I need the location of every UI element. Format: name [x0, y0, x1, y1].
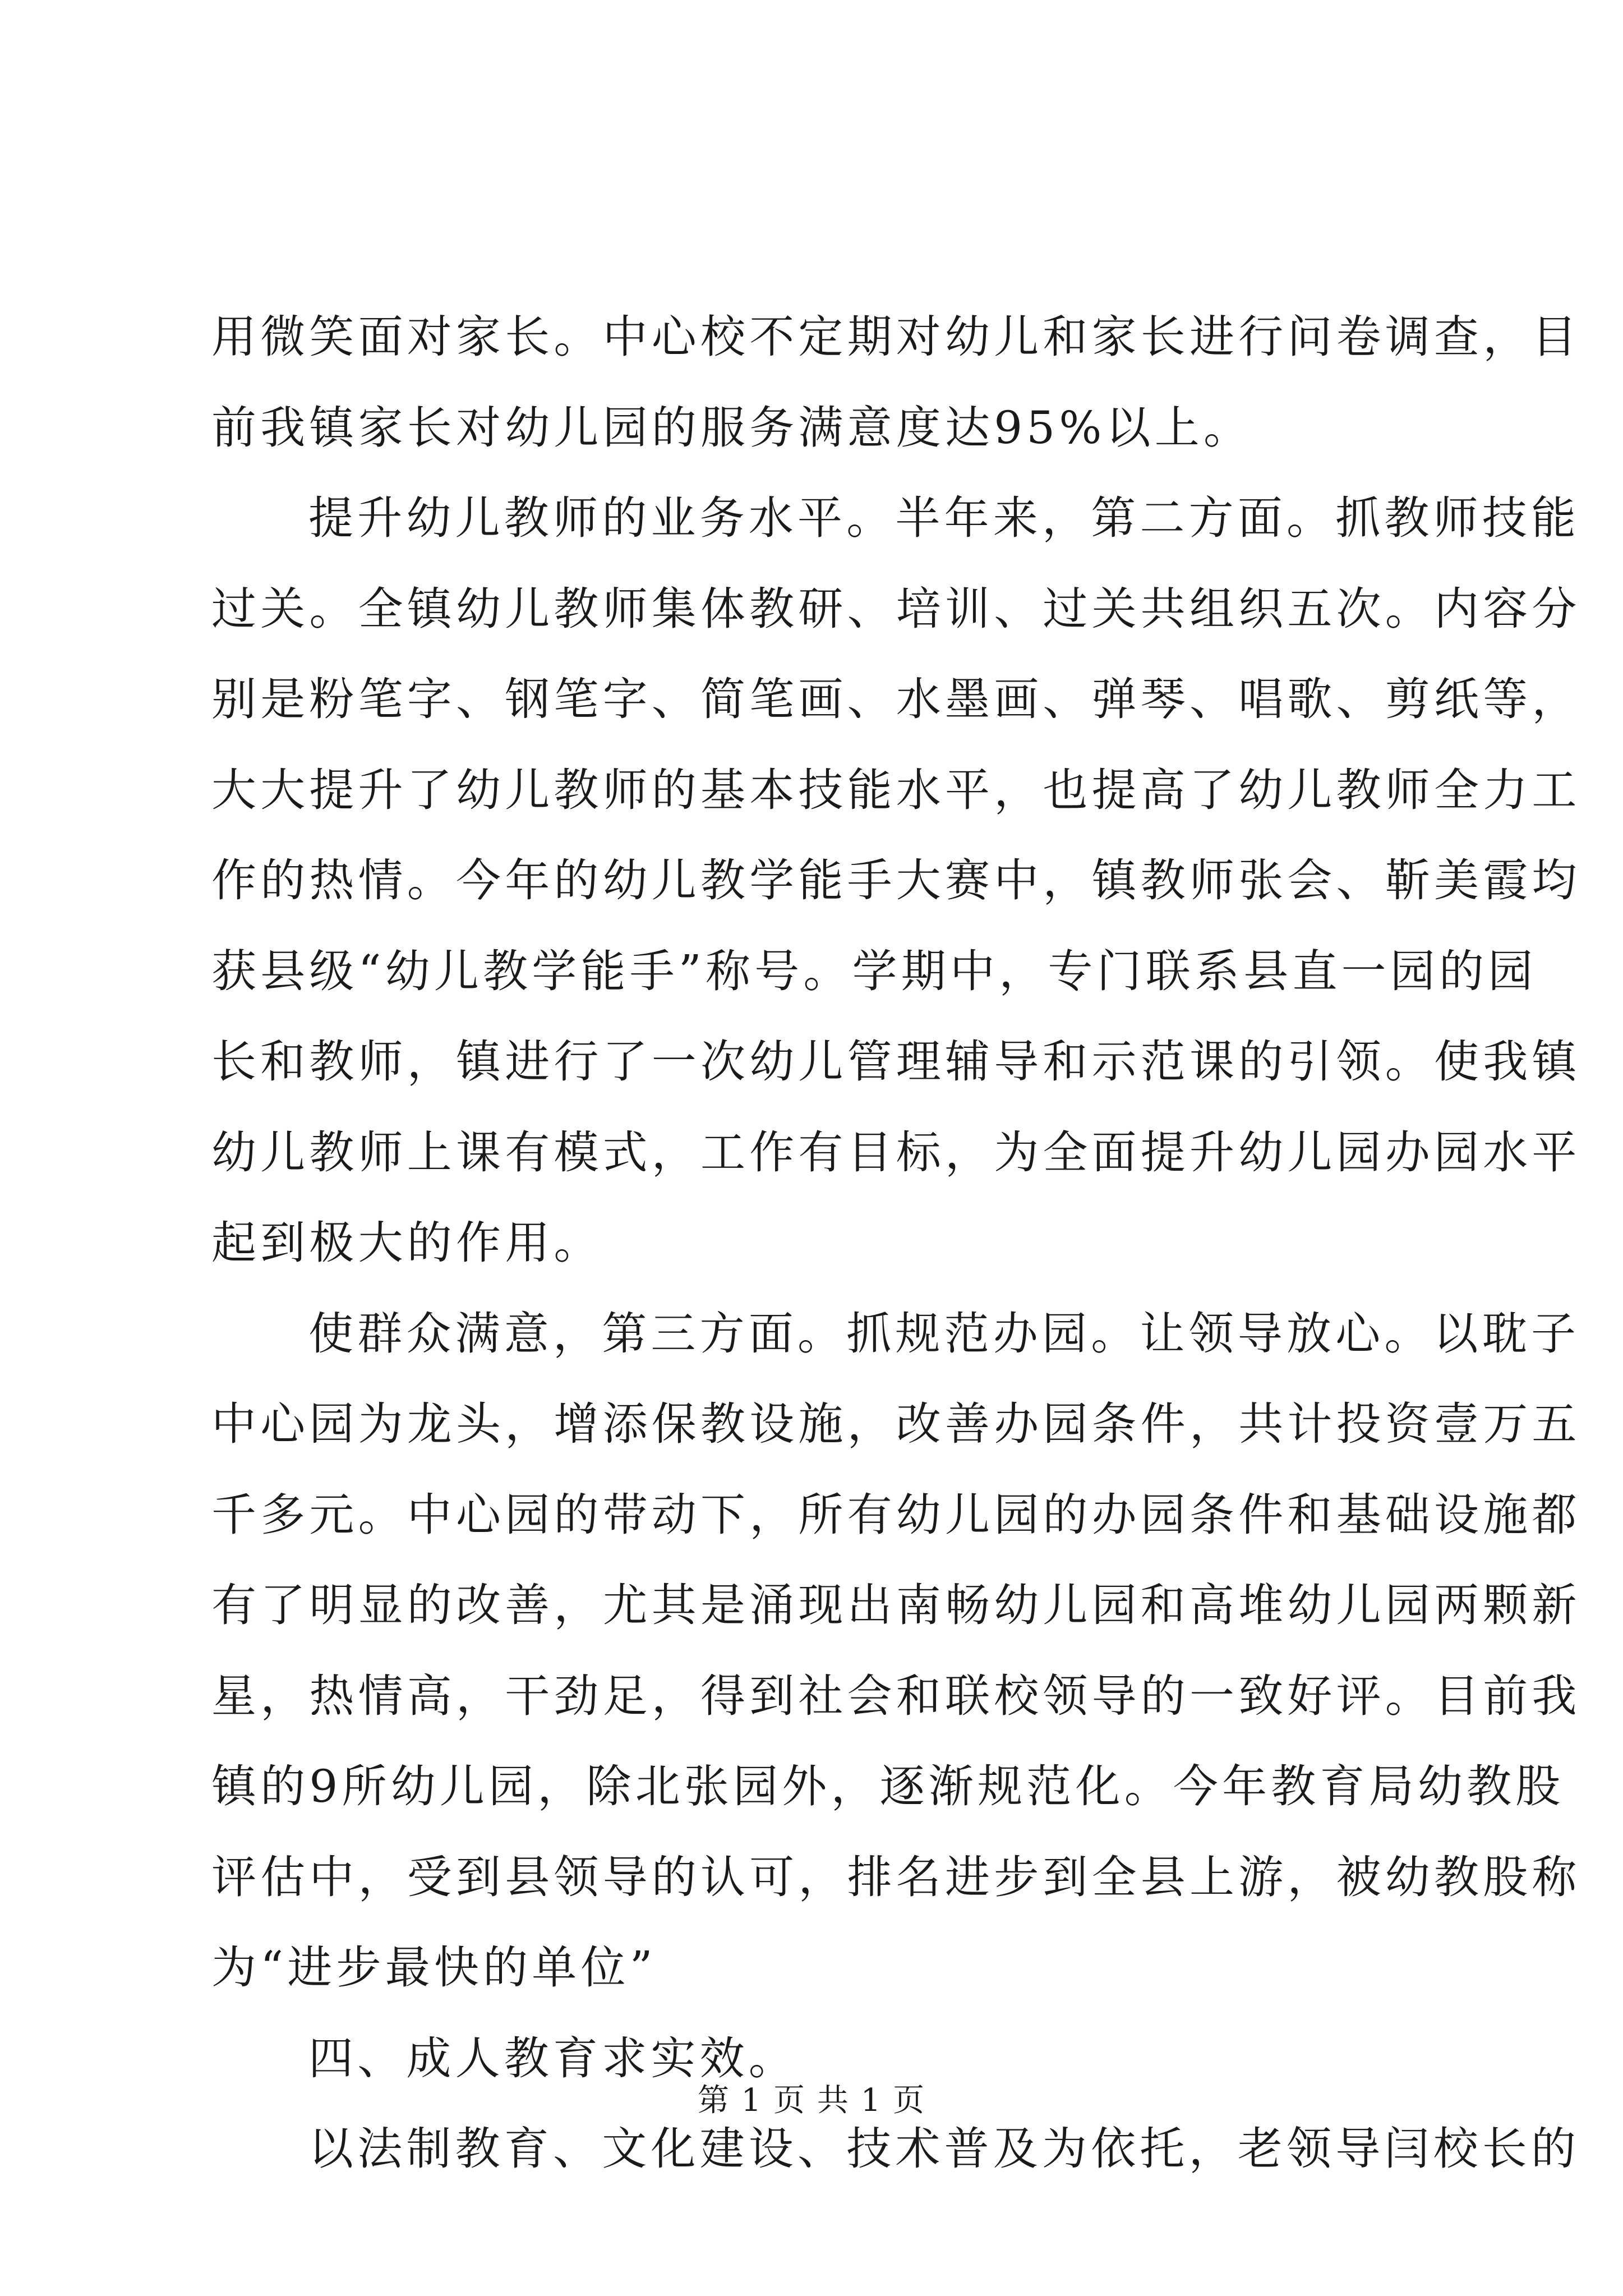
- text-line: 四、成人教育求实效。: [308, 2032, 797, 2085]
- text-line: 有了明显的改善，尤其是涌现出南畅幼儿园和高堆幼儿园两颗新: [211, 1579, 1581, 1631]
- text-line: 幼儿教师上课有模式，工作有目标，为全面提升幼儿园办园水平: [211, 1126, 1581, 1179]
- text-line: 以法制教育、文化建设、技术普及为依托，老领导闫校长的: [308, 2123, 1580, 2175]
- text-line: 为“进步最快的单位”: [211, 1941, 657, 1994]
- text-line: 前我镇家长对幼儿园的服务满意度达95%以上。: [211, 401, 1253, 454]
- text-line: 使群众满意，第三方面。抓规范办园。让领导放心。以耽子: [308, 1307, 1580, 1360]
- text-line: 镇的9所幼儿园，除北张园外，逐渐规范化。今年教育局幼教股: [211, 1760, 1565, 1812]
- text-line: 千多元。中心园的带动下，所有幼儿园的办园条件和基础设施都: [211, 1488, 1581, 1541]
- text-line: 大大提升了幼儿教师的基本技能水平，也提高了幼儿教师全力工: [211, 763, 1581, 816]
- text-line: 过关。全镇幼儿教师集体教研、培训、过关共组织五次。内容分: [211, 582, 1581, 635]
- page-footer: 第 1 页 共 1 页: [697, 2082, 926, 2119]
- document-body: [211, 292, 1581, 2194]
- text-line: 中心园为龙头，增添保教设施，改善办园条件，共计投资壹万五: [211, 1398, 1581, 1450]
- paragraph: [211, 292, 1581, 473]
- text-line: 作的热情。今年的幼儿教学能手大赛中，镇教师张会、靳美霞均: [211, 854, 1581, 907]
- text-line: 别是粉笔字、钢笔字、简笔画、水墨画、弹琴、唱歌、剪纸等，: [211, 673, 1581, 725]
- text-line: 起到极大的作用。: [211, 1217, 603, 1269]
- text-line: 提升幼儿教师的业务水平。半年来，第二方面。抓教师技能: [308, 492, 1580, 544]
- text-line: 评估中，受到县领导的认可，排名进步到全县上游，被幼教股称: [211, 1851, 1581, 1903]
- text-line: 用微笑面对家长。中心校不定期对幼儿和家长进行问卷调查，目: [211, 311, 1581, 363]
- paragraph: [211, 1289, 1581, 2013]
- text-line: 星，热情高，干劲足，得到社会和联校领导的一致好评。目前我: [211, 1669, 1581, 1722]
- text-line: 长和教师，镇进行了一次幼儿管理辅导和示范课的引领。使我镇: [211, 1036, 1581, 1088]
- paragraph: [211, 473, 1581, 1289]
- text-line: 获县级“幼儿教学能手”称号。学期中，专门联系县直一园的园: [211, 945, 1537, 997]
